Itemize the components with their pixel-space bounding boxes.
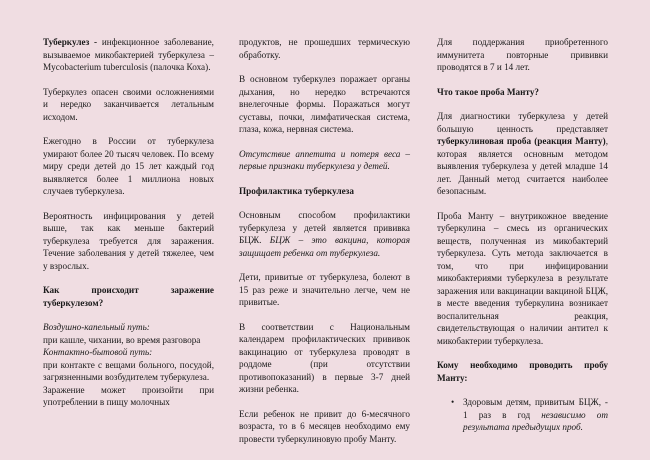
prevention-heading: Профилактика туберкулеза (239, 185, 354, 196)
bcg-vaccination: Основным способом профилактики туберкулеза у детей является прививка БЦЖ. БЦЖ – это вакцина, которая защищает ребенка от туберкулеза. (239, 210, 410, 258)
mantoux-description: Проба Манту – внутрикожное введение туберкулина – смесь из органических веществ, полученная из микобактерий туберкулеза. Суть метода заключается в том, что при инфицировании микобактериями туберкулеза в результате заражения или вакцинации вакциной БЦЖ, в месте введения туберкулина возникает воспалительная реакция, свидетельствующая о наличии антител к микобактерии туберкулеза. (437, 210, 608, 346)
food-route-continued: продуктов, не прошедших термическую обработку. (239, 37, 410, 60)
mantoux-heading: Что такое проба Манту? (437, 86, 540, 97)
unvaccinated-mantoux: Если ребенок не привит до 6-месячного возраста, то в 6 месяцев необходимо ему провести туберкулиновую пробу Манту. (239, 408, 410, 444)
column-1 (43, 36, 214, 409)
airborne-route-title: Воздушно-капельный путь: (43, 322, 150, 333)
column-3 (437, 36, 608, 434)
contact-route-title: Контактно-бытовой путь: (43, 347, 153, 358)
contact-route-text: при контакте с вещами больного, посудой, загрязненными возбудителем туберкулеза. (43, 359, 214, 383)
vaccinated-children: Дети, привитые от туберкулеза, болеют в 15 раз реже и значительно легче, чем не привитые. (239, 272, 410, 308)
list-item: • Здоровым детям, привитым БЦЖ, - 1 раз в год независимо от результата предыдущих проб. (451, 397, 608, 433)
national-calendar: В соответствии с Национальным календарем профилактических прививок вакцинацию от туберкулеза проводят в роддоме (при отсутствии противопоказаний) в первые 3-7 дней жизни ребенка. (239, 321, 410, 395)
tb-children-risk: Вероятность инфицирования у детей выше, так как меньше бактерий туберкулеза требуется для заражения. Течение заболевания у детей тяжелее, чем у взрослых. (43, 210, 214, 271)
revaccination: Для поддержания приобретенного иммунитета повторные прививки проводятся в 7 и 14 лет. (437, 37, 608, 73)
tb-definition: Туберкулез - инфекционное заболевание, вызываемое микобактерией туберкулеза – Mycobacterium tuberculosis (палочка Коха). (43, 37, 214, 73)
tb-term: Туберкулез - (43, 37, 98, 47)
affected-organs: В основном туберкулез поражает органы дыхания, но нередко встречаются внелегочные формы. Поражаться могут суставы, почки, лимфатическая система, глаза, кожа, нервная система. (239, 74, 410, 135)
bullet-icon: • (451, 397, 455, 408)
column-2 (239, 36, 410, 457)
tb-danger: Туберкулез опасен своими осложнениями и нередко заканчивается летальным исходом. (43, 86, 214, 122)
mantoux-list (437, 396, 608, 434)
airborne-route-text: при кашле, чихании, во время разговора (43, 334, 201, 345)
mantoux-diagnostics: Для диагностики туберкулеза у детей большую ценность представляет туберкулиновая проба (реакция Манту), которая является основным методом выявления туберкулеза у детей младше 14 лет. Данный метод считается наиболее безопасным. (437, 111, 608, 197)
tb-statistics: Ежегодно в России от туберкулеза умирают более 20 тысяч человек. По всему миру среди детей до 15 лет каждый год выявляется более 1 миллиона новых случаев туберкулеза. (43, 136, 214, 197)
food-route-text: Заражение может произойти при употреблении в пищу молочных (43, 384, 214, 408)
infection-heading: Как происходит заражение туберкулезом? (43, 285, 214, 308)
first-signs: Отсутствие аппетита и потеря веса – первые признаки туберкулеза у детей. (239, 148, 410, 172)
who-needs-heading: Кому необходимо проводить пробу Манту: (437, 360, 608, 383)
